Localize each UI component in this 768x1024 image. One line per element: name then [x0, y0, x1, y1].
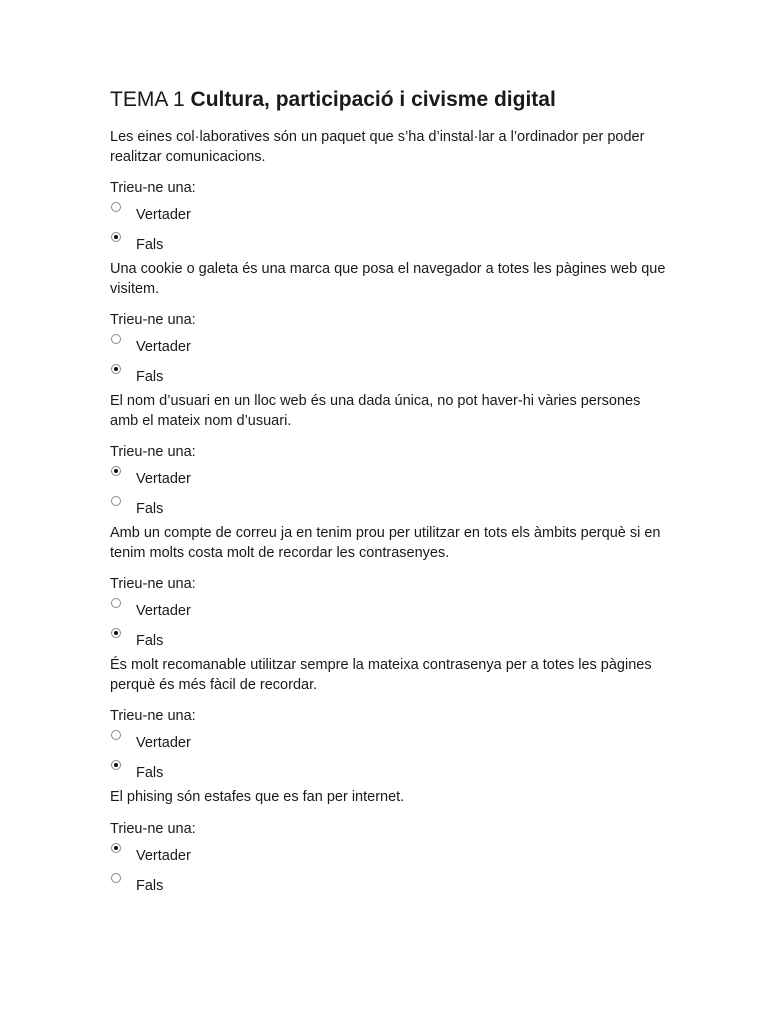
title-prefix: TEMA 1 [110, 88, 185, 111]
quiz-document [110, 86, 670, 901]
option-label: Fals [136, 877, 164, 894]
question-prompt: Trieu-ne una: [110, 708, 196, 724]
radio-button[interactable] [111, 466, 121, 476]
option-vertader[interactable] [110, 332, 670, 362]
question-prompt: Trieu-ne una: [110, 576, 196, 592]
radio-button[interactable] [111, 843, 121, 853]
option-label: Vertader [136, 735, 191, 751]
option-fals[interactable] [110, 362, 670, 392]
option-fals[interactable] [110, 758, 670, 788]
option-fals[interactable] [110, 230, 670, 260]
option-fals[interactable] [110, 871, 670, 901]
question-text: Amb un compte de correu ja en tenim prou per utilitzar en tots els àmbits perquè si en tenim molts costa molt de recordar les contrasenyes. [110, 525, 661, 561]
radio-button[interactable] [111, 760, 121, 770]
option-fals[interactable] [110, 626, 670, 656]
radio-button[interactable] [111, 873, 121, 883]
question-5 [110, 656, 670, 788]
title-main: Cultura, participació i civisme digital [190, 88, 556, 111]
option-label: Fals [136, 633, 164, 649]
radio-button[interactable] [111, 202, 121, 212]
question-3 [110, 392, 670, 524]
radio-button[interactable] [111, 496, 121, 506]
option-label: Fals [136, 501, 164, 517]
question-prompt: Trieu-ne una: [110, 820, 196, 837]
question-1 [110, 128, 670, 260]
option-label: Fals [136, 765, 164, 781]
question-text: És molt recomanable utilitzar sempre la mateixa contrasenya per a totes les pàgines perquè és més fàcil de recordar. [110, 657, 652, 693]
option-label: Vertader [136, 603, 191, 619]
option-fals[interactable] [110, 494, 670, 524]
question-prompt: Trieu-ne una: [110, 444, 196, 460]
question-text: El phising són estafes que es fan per internet. [110, 789, 405, 805]
option-label: Fals [136, 237, 164, 253]
option-label: Vertader [136, 207, 191, 223]
radio-button[interactable] [111, 628, 121, 638]
radio-button[interactable] [111, 364, 121, 374]
option-label: Fals [136, 369, 164, 385]
option-label: Vertader [136, 339, 191, 355]
question-2 [110, 260, 670, 392]
option-vertader[interactable] [110, 841, 670, 871]
radio-button[interactable] [111, 334, 121, 344]
question-text: Una cookie o galeta és una marca que posa el navegador a totes les pàgines web que visitem. [110, 261, 666, 297]
question-6 [110, 788, 670, 901]
option-vertader[interactable] [110, 596, 670, 626]
radio-button[interactable] [111, 598, 121, 608]
option-label: Vertader [136, 847, 191, 864]
question-text: Les eines col·laboratives són un paquet que s’ha d’instal·lar a l’ordinador per poder realitzar comunicacions. [110, 129, 645, 165]
option-vertader[interactable] [110, 200, 670, 230]
option-vertader[interactable] [110, 728, 670, 758]
question-prompt: Trieu-ne una: [110, 180, 196, 196]
question-prompt: Trieu-ne una: [110, 312, 196, 328]
option-vertader[interactable] [110, 464, 670, 494]
page-title [110, 86, 670, 114]
question-4 [110, 524, 670, 656]
radio-button[interactable] [111, 232, 121, 242]
radio-button[interactable] [111, 730, 121, 740]
question-text: El nom d’usuari en un lloc web és una dada única, no pot haver-hi vàries persones amb el mateix nom d’usuari. [110, 393, 641, 429]
option-label: Vertader [136, 471, 191, 487]
